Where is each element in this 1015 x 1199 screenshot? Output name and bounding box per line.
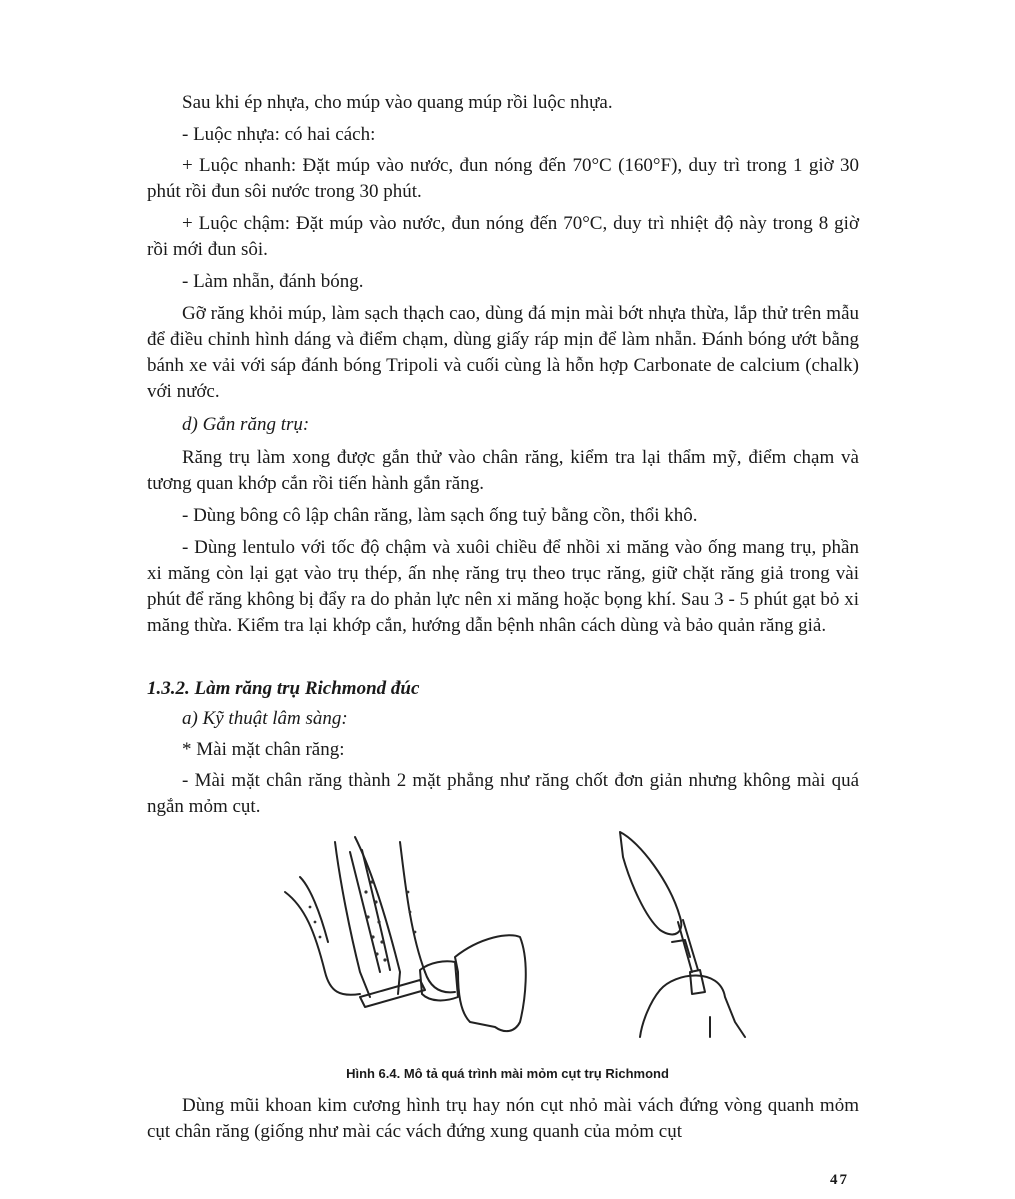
page-number: 47 [830,1172,849,1188]
section-heading: 1.3.2. Làm răng trụ Richmond đúc [147,678,420,699]
paragraph: - Luộc nhựa: có hai cách: [182,124,376,145]
paragraph: Gỡ răng khỏi múp, làm sạch thạch cao, dùng đá mịn mài bớt nhựa thừa, lắp thử trên mẫu để điều chỉnh hình dáng và điểm chạm, dùng giấy ráp mịn để làm nhẵn. Đánh bóng ướt bằng bánh xe vải với sáp đánh bóng Tripoli và cuối cùng là hỗn hợp Carbonate de calcium (chalk) với nước. [147,303,859,402]
paragraph: - Làm nhẵn, đánh bóng. [182,271,364,292]
paragraph: + Luộc nhanh: Đặt múp vào nước, đun nóng đến 70°C (160°F), duy trì trong 1 giờ 30 phút rồi đun sôi nước trong 30 phút. [147,155,859,202]
section-subheading: a) Kỹ thuật lâm sàng: [182,708,348,729]
figure-caption: Hình 6.4. Mô tả quá trình mài mỏm cụt trụ Richmond [346,1066,669,1081]
paragraph: + Luộc chậm: Đặt múp vào nước, đun nóng đến 70°C, duy trì nhiệt độ này trong 8 giờ rồi mới đun sôi. [147,213,859,260]
section-subheading: d) Gắn răng trụ: [182,414,310,435]
paragraph: Dùng mũi khoan kim cương hình trụ hay nón cụt nhỏ mài vách đứng vòng quanh mỏm cụt chân răng (giống như mài các vách đứng xung quanh của mỏm cụt [147,1095,859,1142]
paragraph: * Mài mặt chân răng: [182,739,345,760]
paragraph: - Mài mặt chân răng thành 2 mặt phẳng như răng chốt đơn giản nhưng không mài quá ngắn mỏm cụt. [147,770,859,817]
tooth-grinding-illustration [280,822,760,1052]
paragraph: - Dùng lentulo với tốc độ chậm và xuôi chiều để nhồi xi măng vào ống mang trụ, phần xi măng còn lại gạt vào trụ thép, ấn nhẹ răng trụ theo trục răng, giữ chặt răng giả trong vài phút để răng không bị đẩy ra do phản lực nên xi măng hoặc bọng khí. Sau 3 - 5 phút gạt bỏ xi măng thừa. Kiểm tra lại khớp cắn, hướng dẫn bệnh nhân cách dùng và bảo quản răng giả. [147,537,859,636]
paragraph: Răng trụ làm xong được gắn thử vào chân răng, kiểm tra lại thẩm mỹ, điểm chạm và tương quan khớp cắn rồi tiến hành gắn răng. [147,447,859,494]
paragraph: - Dùng bông cô lập chân răng, làm sạch ống tuỷ bằng cồn, thổi khô. [182,505,698,526]
paragraph: Sau khi ép nhựa, cho múp vào quang múp rồi luộc nhựa. [182,92,613,113]
